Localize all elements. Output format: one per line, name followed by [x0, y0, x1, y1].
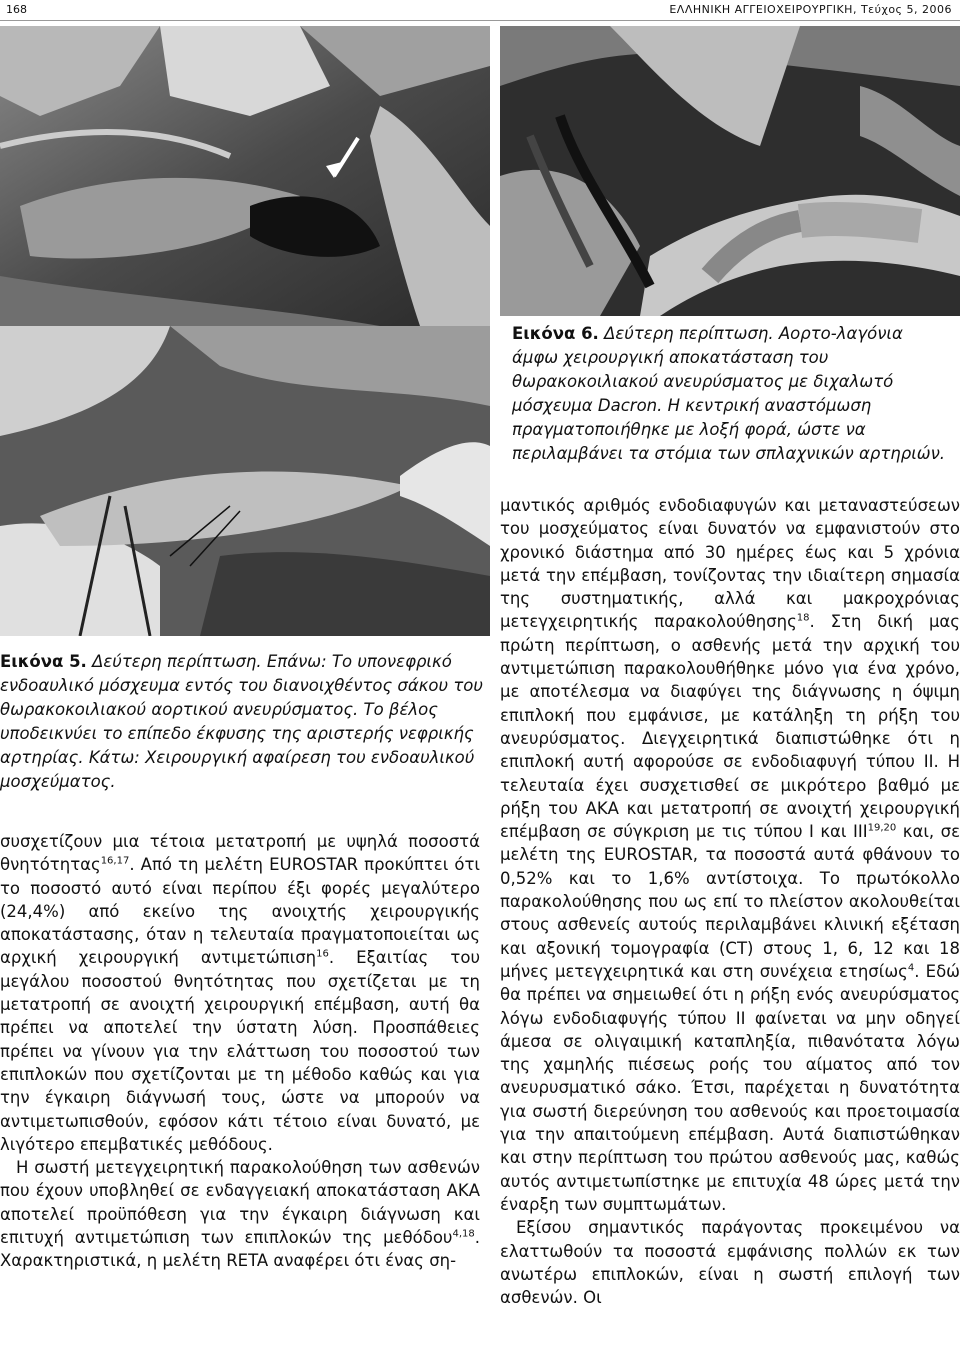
right-paragraph-2: Εξίσου σημαντικός παράγοντας προκειμένου να ελαττωθούν τα ποσοστά εμφάνισης πολλών εκ των ανωτέρω επιπλοκών, είναι η σωστή επιλογή των ασθενών. Οι	[500, 1218, 960, 1308]
page-number: 168	[6, 3, 27, 16]
figure6-caption	[512, 322, 952, 466]
text-run: συσχετίζουν μια τέτοια μετατροπή με υψηλά ποσοστά θνητότητας	[0, 832, 480, 875]
citation: 19,20	[867, 822, 897, 834]
text-run: Η σωστή μετεγχειρητική παρακολούθηση των ασθενών που έχουν υποβληθεί σε ενδαγγειακή αποκατάσταση ΑΚΑ αποτελεί προϋπόθεση για την έγκαιρη διάγνωση και επιτυχή αντιμετώπιση των επιπλοκών της μεθόδου	[0, 1158, 480, 1248]
header-divider	[0, 20, 960, 21]
citation: 4	[907, 962, 915, 974]
citation: 16,17	[100, 855, 130, 867]
text-run: . Εξαιτίας του μεγάλου ποσοστού θνητότητας που σχετίζεται με τη μετατροπή σε ανοιχτή χειρουργική επέμβαση, αυτή θα πρέπει να αποτελεί την ύστατη λύση. Προσπάθειες πρέπει να γίνουν για την ελάττωση του ποσοστού των επιπλοκών που σχετίζονται με τη μέθοδο καθώς και για την έγκαιρη διάγνωσή τους, ώστε να μπορούν να αντιμετωπισθούν, εφόσον κάτι τέτοιο είναι δυνατό, με λιγότερο επεμβατικές μεθόδους.	[0, 948, 480, 1154]
page-header	[0, 0, 960, 22]
figure5-bottom-photo	[0, 326, 490, 636]
text-run: και, σε μελέτη της EUROSTAR, τα ποσοστά αυτά φθάνουν το 0,52% και το 1,6% αντίστοιχα. Το πρωτόκολλο παρακολούθησης που ως επί το πλείστον ακολουθείται στους ασθενείς αυτούς περιλαμβάνει κλινική εξέταση και αξονική τομογραφία (CT) στους 1, 6, 12 και 18 μήνες μετεγχειρητικά και στη συνέχεια ετησίως	[500, 822, 960, 981]
citation: 4,18	[452, 1228, 475, 1240]
left-paragraph-2	[0, 1156, 480, 1272]
figure5-caption-text: Δεύτερη περίπτωση. Επάνω: Το υπονεφρικό ενδοαυλικό μόσχευμα εντός του διανοιχθέντος σάκου του θωρακοκοιλιακού αορτικού ανευρύσματος. Το βέλος υποδεικνύει το επίπεδο έκφυσης της αριστερής νεφρικής αρτηρίας. Κάτω: Χειρουργική αφαίρεση του ενδοαυλικού μοσχεύματος.	[0, 652, 483, 791]
text-run: . Στη δική μας πρώτη περίπτωση, ο ασθενής μετά την αρχική του αντιμετώπιση παρακολουθήθηκε μόνο για ένα χρόνο, με αποτέλεσμα να διαφύγει της διάγνωσης η όψιμη επιπλοκή που εμφάνισε, με κατάληξη τη ρήξη του ανευρύσματος. Διεγχειρητικά διαπιστώθηκε ότι η επιπλοκή αυτή αφορούσε σε ενδοδιαφυγή τύπου ΙΙ. Η τελευταία έχει συσχετισθεί σε μικρότερο βαθμό με ρήξη του ΑΚΑ και μετατροπή σε ανοιχτή χειρουργική επέμβαση σε σύγκριση με τις τύπου Ι και ΙΙΙ	[500, 612, 960, 842]
text-run: . Εδώ θα πρέπει να σημειωθεί ότι η ρήξη ενός ανευρύσματος λόγω ενδοδιαφυγής τύπου ΙΙ φαίνεται να μην οδηγεί άμεσα σε ολιγαιμική καταπληξία, πιθανότατα λόγω της χαμηλής πιέσεως ροής του αίματος από τον ανευρυσματικό σάκο. Έτσι, παρέχεται η δυνατότητα για σωστή διερεύνηση του ασθενούς και προετοιμασία για την απαιτούμενη επέμβαση. Αυτά διαπιστώθηκαν και στην περίπτωση του πρώτου ασθενούς μας, καθώς αυτός αντιμετωπίστηκε με επιτυχία 48 ώρες μετά την έναρξη των συμπτωμάτων.	[500, 961, 960, 1214]
figure5-top-photo	[0, 26, 490, 326]
citation: 18	[796, 612, 810, 624]
text-run: μαντικός αριθμός ενδοδιαφυγών και μεταναστεύσεων του μοσχεύματος είναι δυνατόν να εμφανιστούν στο χρονικό διάστημα από 30 ημέρες έως και 5 χρόνια μετά την επέμβαση, τονίζοντας την ιδιαίτερη σημασία της συστηματικής, αλλά και μακροχρόνιας μετεγχειρητικής παρακολούθησης	[500, 496, 960, 632]
body-column-left	[0, 830, 480, 1273]
right-paragraph-1	[500, 494, 960, 1216]
figure5-caption	[0, 650, 486, 794]
figure6-photo	[500, 26, 960, 316]
figure5-label: Εικόνα 5.	[0, 652, 87, 671]
citation: 16	[316, 948, 329, 960]
text-run: . Από τη μελέτη EUROSTAR προκύπτει ότι το ποσοστό αυτό είναι περίπου έξι φορές μεγαλύτερο (24,4%) από εκείνο της ανοιχτής χειρουργικής αποκατάστασης, όταν η τελευταία πραγματοποιείται ως αρχική χειρουργική αντιμετώπιση	[0, 855, 480, 968]
body-column-right	[500, 494, 960, 1309]
text-run: . Χαρακτηριστικά, η μελέτη RETA αναφέρει ότι ένας ση-	[0, 1228, 480, 1271]
left-paragraph-1	[0, 830, 480, 1156]
figure6-label: Εικόνα 6.	[512, 324, 599, 343]
figure6-caption-text: Δεύτερη περίπτωση. Αορτο-λαγόνια άμφω χειρουργική αποκατάσταση του θωρακοκοιλιακού ανευρύσματος με διχαλωτό μόσχευμα Dacron. Η κεντρική αναστόμωση πραγματοποιήθηκε με λοξή φορά, ώστε να περιλαμβάνει τα στόμια των σπλαχνικών αρτηριών.	[512, 324, 946, 463]
journal-title: ΕΛΛΗΝΙΚΗ ΑΓΓΕΙΟΧΕΙΡΟΥΡΓΙΚΗ, Τεύχος 5, 2006	[669, 3, 952, 16]
